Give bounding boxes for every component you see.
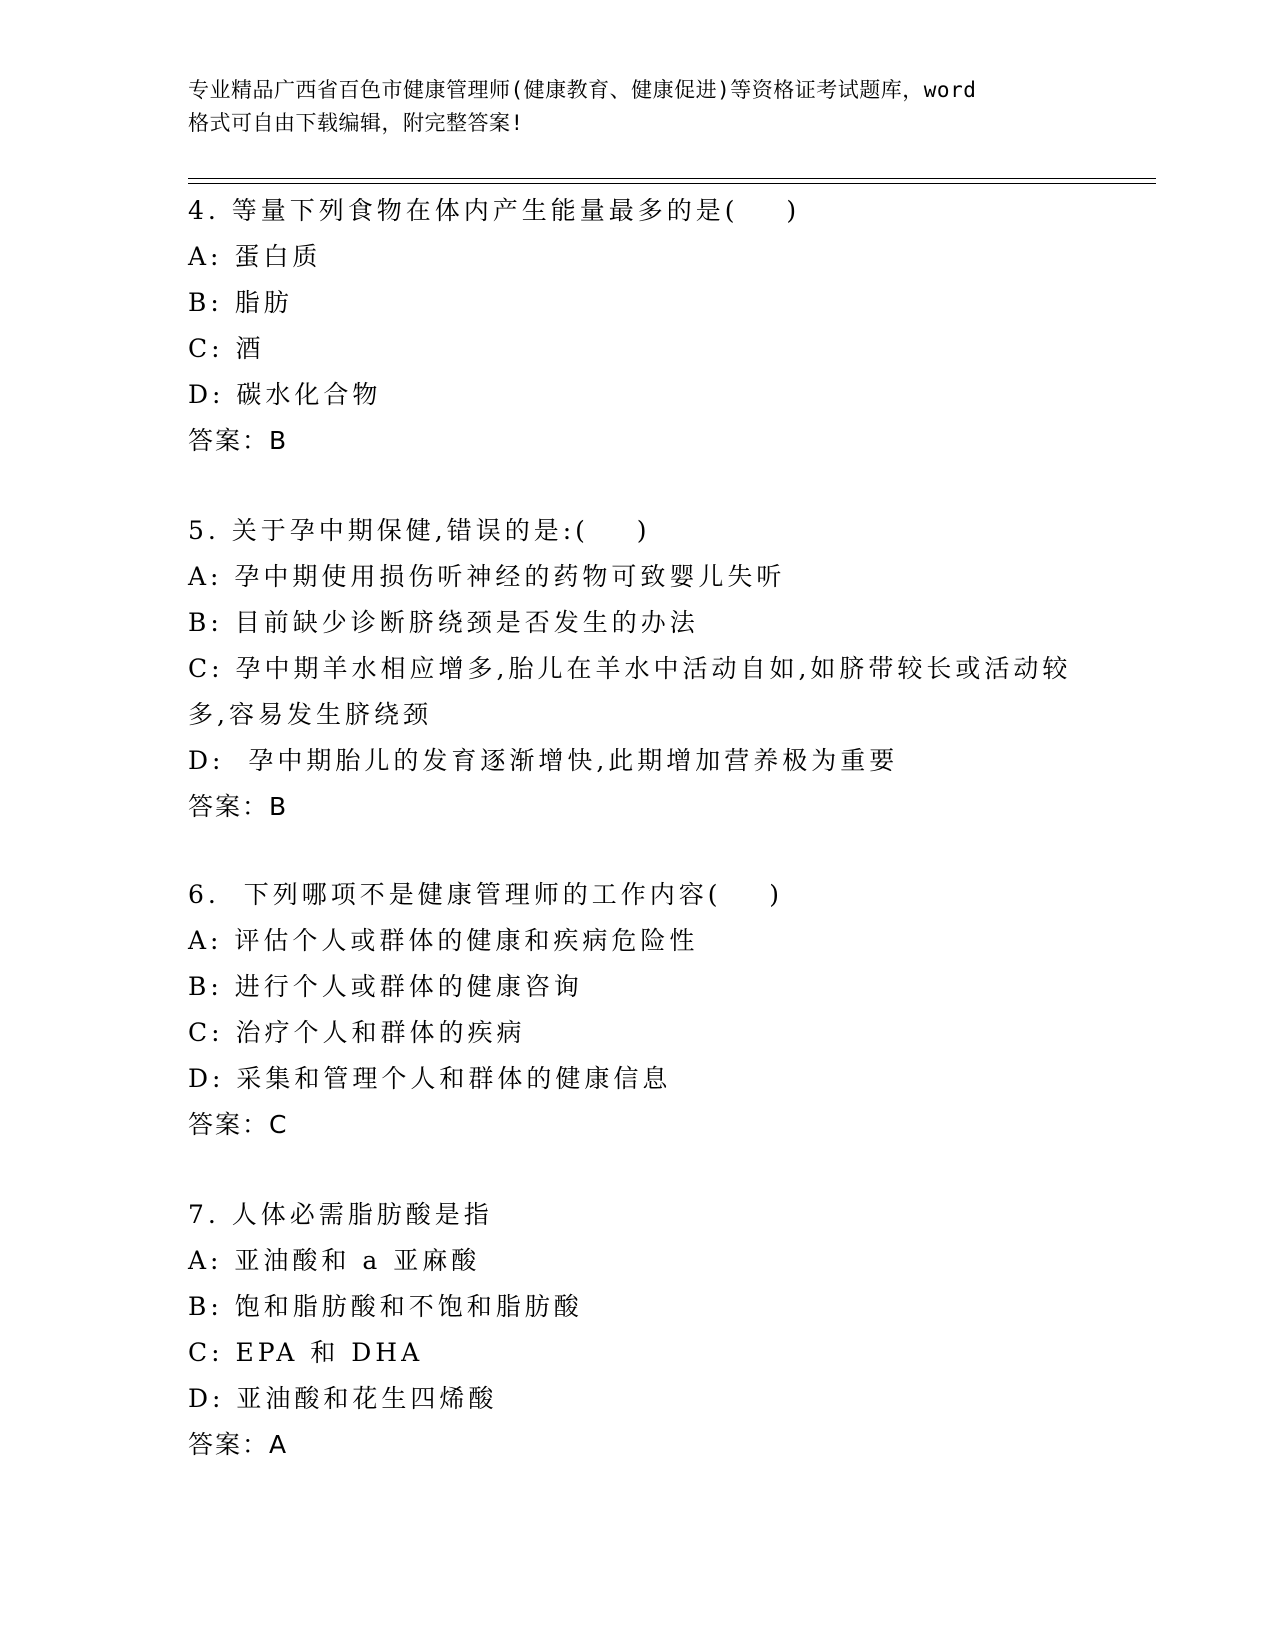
option-a: A: 蛋白质 <box>188 242 322 271</box>
question-stem: 6. 下列哪项不是健康管理师的工作内容( ) <box>188 880 784 909</box>
option-c: C: 孕中期羊水相应增多,胎儿在羊水中活动自如,如脐带较长或活动较 <box>188 654 1072 683</box>
option-b: B: 脂肪 <box>188 288 293 317</box>
option-d: D: 孕中期胎儿的发育逐渐增快,此期增加营养极为重要 <box>188 746 899 775</box>
option-a: A: 评估个人或群体的健康和疾病危险性 <box>188 926 699 955</box>
option-d: D: 采集和管理个人和群体的健康信息 <box>188 1064 672 1093</box>
option-c: C: 治疗个人和群体的疾病 <box>188 1018 526 1047</box>
header-line-2: 格式可自由下载编辑，附完整答案! <box>188 111 524 135</box>
document-header <box>188 74 1088 140</box>
answer-line: 答案：B <box>188 792 289 821</box>
option-d: D: 亚油酸和花生四烯酸 <box>188 1384 498 1413</box>
question-4 <box>188 188 1088 464</box>
option-d: D: 碳水化合物 <box>188 380 382 409</box>
header-line-1: 专业精品广西省百色市健康管理师(健康教育、健康促进)等资格证考试题库，word <box>188 78 977 102</box>
question-stem: 5. 关于孕中期保健,错误的是:( ) <box>188 516 651 545</box>
option-c: C: EPA 和 DHA <box>188 1338 424 1367</box>
question-6 <box>188 872 1088 1148</box>
question-stem: 4. 等量下列食物在体内产生能量最多的是( ) <box>188 196 801 225</box>
option-b: B: 饱和脂肪酸和不饱和脂肪酸 <box>188 1292 583 1321</box>
option-c-continued: 多,容易发生脐绕颈 <box>188 700 432 729</box>
answer-line: 答案：A <box>188 1430 289 1459</box>
answer-line: 答案：C <box>188 1110 289 1139</box>
question-stem: 7. 人体必需脂肪酸是指 <box>188 1200 493 1229</box>
option-b: B: 目前缺少诊断脐绕颈是否发生的办法 <box>188 608 699 637</box>
header-divider-top <box>188 178 1156 179</box>
header-divider-bottom <box>188 183 1156 184</box>
option-a: A: 亚油酸和 a 亚麻酸 <box>188 1246 481 1275</box>
question-5 <box>188 508 1088 830</box>
option-b: B: 进行个人或群体的健康咨询 <box>188 972 583 1001</box>
question-7 <box>188 1192 1088 1468</box>
answer-line: 答案：B <box>188 426 289 455</box>
option-c: C: 酒 <box>188 334 265 363</box>
option-a: A: 孕中期使用损伤听神经的药物可致婴儿失听 <box>188 562 786 591</box>
